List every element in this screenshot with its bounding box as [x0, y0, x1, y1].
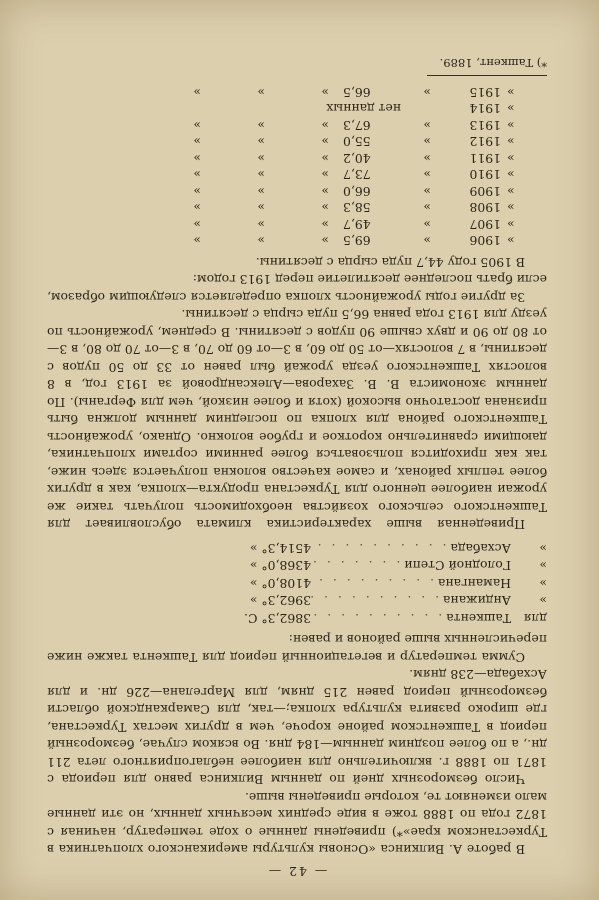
footnote-divider [427, 76, 547, 77]
yield-value: 69,5 [343, 233, 371, 249]
page-content [47, 54, 547, 880]
yield-value: нет данных [326, 101, 401, 117]
year-cell: 1912 [469, 134, 501, 150]
table-row: » 1909 » 66,0 » » » [193, 184, 515, 199]
sums-intro-paragraph: Сумма температур и вегетационный период для Ташкента также ниже перечисленных выше районов и равен: [47, 632, 547, 665]
yield-value: 66,5 [343, 85, 371, 100]
row-prefix: » [539, 576, 547, 591]
footnote: *) Ташкент, 1889. [439, 56, 547, 71]
yield-table [47, 85, 547, 250]
row-place: Асхабада . . . . . . . . . . [314, 541, 511, 556]
page-number: — 42 — [266, 864, 328, 879]
table-row: » 1911 » 40,2 » » » [193, 151, 515, 166]
yield-value: 58,3 [343, 200, 371, 216]
row-place: Андижана . . . . . . . . . . [307, 593, 511, 609]
year-cell: 1915 [469, 85, 501, 100]
table-row [47, 557, 547, 575]
table-row: » 1914 нет данных [47, 101, 547, 118]
other-years-paragraph: За другие годы урожайность хлопка определяется следующим образом, если брать последнее десятилетие перед 1913 годом: [47, 272, 547, 305]
table-row [47, 540, 547, 558]
frostless-paragraph: Число безморозных дней по данным Вилкинса равно для периода с 1871 по 1888 г. включительно для наиболее неблагоприятного лета 211 дн., а по более поздним данным—184 дня. Во всяком случае, безморозный период в Ташкентском районе короче, чем в других местах Туркестана, где широко развита культура хлопка;—так, для Самаркандской области безморозный период равен 215 дням, для Маргелана—226 дн. и для Асхабада—238 дням. [47, 667, 547, 788]
yield-first-line: В 1905 году 44,7 пуда сырца с десятины. [255, 255, 525, 270]
year-cell: 1907 [469, 217, 501, 232]
yield-value: 73,7 [343, 167, 371, 183]
table-row: » 1908 » 58,3 » » » [193, 200, 515, 216]
year-cell: 1909 [469, 184, 501, 199]
table-row: » 1912 » 55,0 » » » [193, 134, 515, 150]
temperature-sums-table [47, 540, 547, 628]
table-row [47, 592, 547, 610]
year-cell: 1906 [469, 233, 501, 249]
row-value: 4108,0° » [249, 576, 311, 591]
year-cell: 1908 [469, 200, 501, 216]
yield-value: 67,3 [343, 118, 371, 133]
yield-value: 55,0 [343, 134, 371, 150]
row-value: 3962,3° » [249, 593, 311, 609]
table-row: » 1915 » 66,5 » » » [193, 85, 515, 100]
table-row [47, 610, 547, 628]
table-row: » 1907 » 49,7 » » » [193, 217, 515, 232]
table-row: » 1913 » 67,3 » » » [193, 118, 515, 133]
yield-value: 49,7 [343, 217, 371, 232]
row-prefix: для [523, 611, 547, 626]
row-prefix: » [539, 593, 547, 609]
table-row: » 1910 » 73,7 » » » [193, 167, 515, 183]
yield-value: 66,0 [343, 184, 371, 199]
row-prefix: » [539, 541, 547, 556]
year-cell: 1910 [469, 167, 501, 183]
row-place: Намангана . . . . . . . . . . [302, 576, 511, 591]
intro-paragraph: В работе А. Вилкинса «Основы культуры американского хлопчатника в Туркестанском крае»*) приведены данные о ходе температур, начиная с 1872 года по 1888 тоже в виде средних месячных данных, но эти данные мало изменяют те, которые приведены выше. [47, 790, 547, 858]
row-value: 4514,3° » [249, 541, 311, 556]
row-place: Ташкента . . . . . . . . . . [310, 611, 511, 626]
yield-value: 40,2 [343, 151, 371, 166]
main-paragraph: Приведенная выше характеристика климата обусловливает для Ташкентского сельского хозяйства необходимость получать такие же урожаи наиболее ценного для Туркестана продукта—хлопка, как в других более теплых районах, и самое качество волокна получается здесь ниже, так как приходится пользоваться более ранними сортами хлопчатника, дающими сравнительно короткое и грубое волокно. Однако, урожайность Ташкентского района для хлопка по последним данным должна быть признана достаточно высокой (хотя и более низкой, чем для Ферганы). По данным экономиста В. В. Захарова—Александровой за 1913 год, в 8 волостях Ташкентского уезда урожай был равен от 33 до 50 пудов с десятины, в 7 волостях—от 50 до 60, в 3—от 60 до 70, в 3—от 70 до 80, в 3—от 80 до 90 и двух свыше 90 пудов с десятины. В среднем, урожайность по уезду для 1913 года равна 66,5 пуда сырца с десятины. [47, 307, 547, 533]
row-prefix: » [539, 558, 547, 574]
table-row [47, 575, 547, 593]
year-cell: 1914 [469, 101, 501, 117]
table-row: » 1906 » 69,5 » » » [193, 233, 515, 249]
year-cell: 1911 [469, 151, 501, 166]
row-value: 3862,3° С. [244, 611, 311, 626]
row-place: Голодной Степи . . . . . . . . [296, 558, 511, 574]
row-value: 4368,0° » [249, 558, 311, 574]
year-cell: 1913 [469, 118, 501, 133]
